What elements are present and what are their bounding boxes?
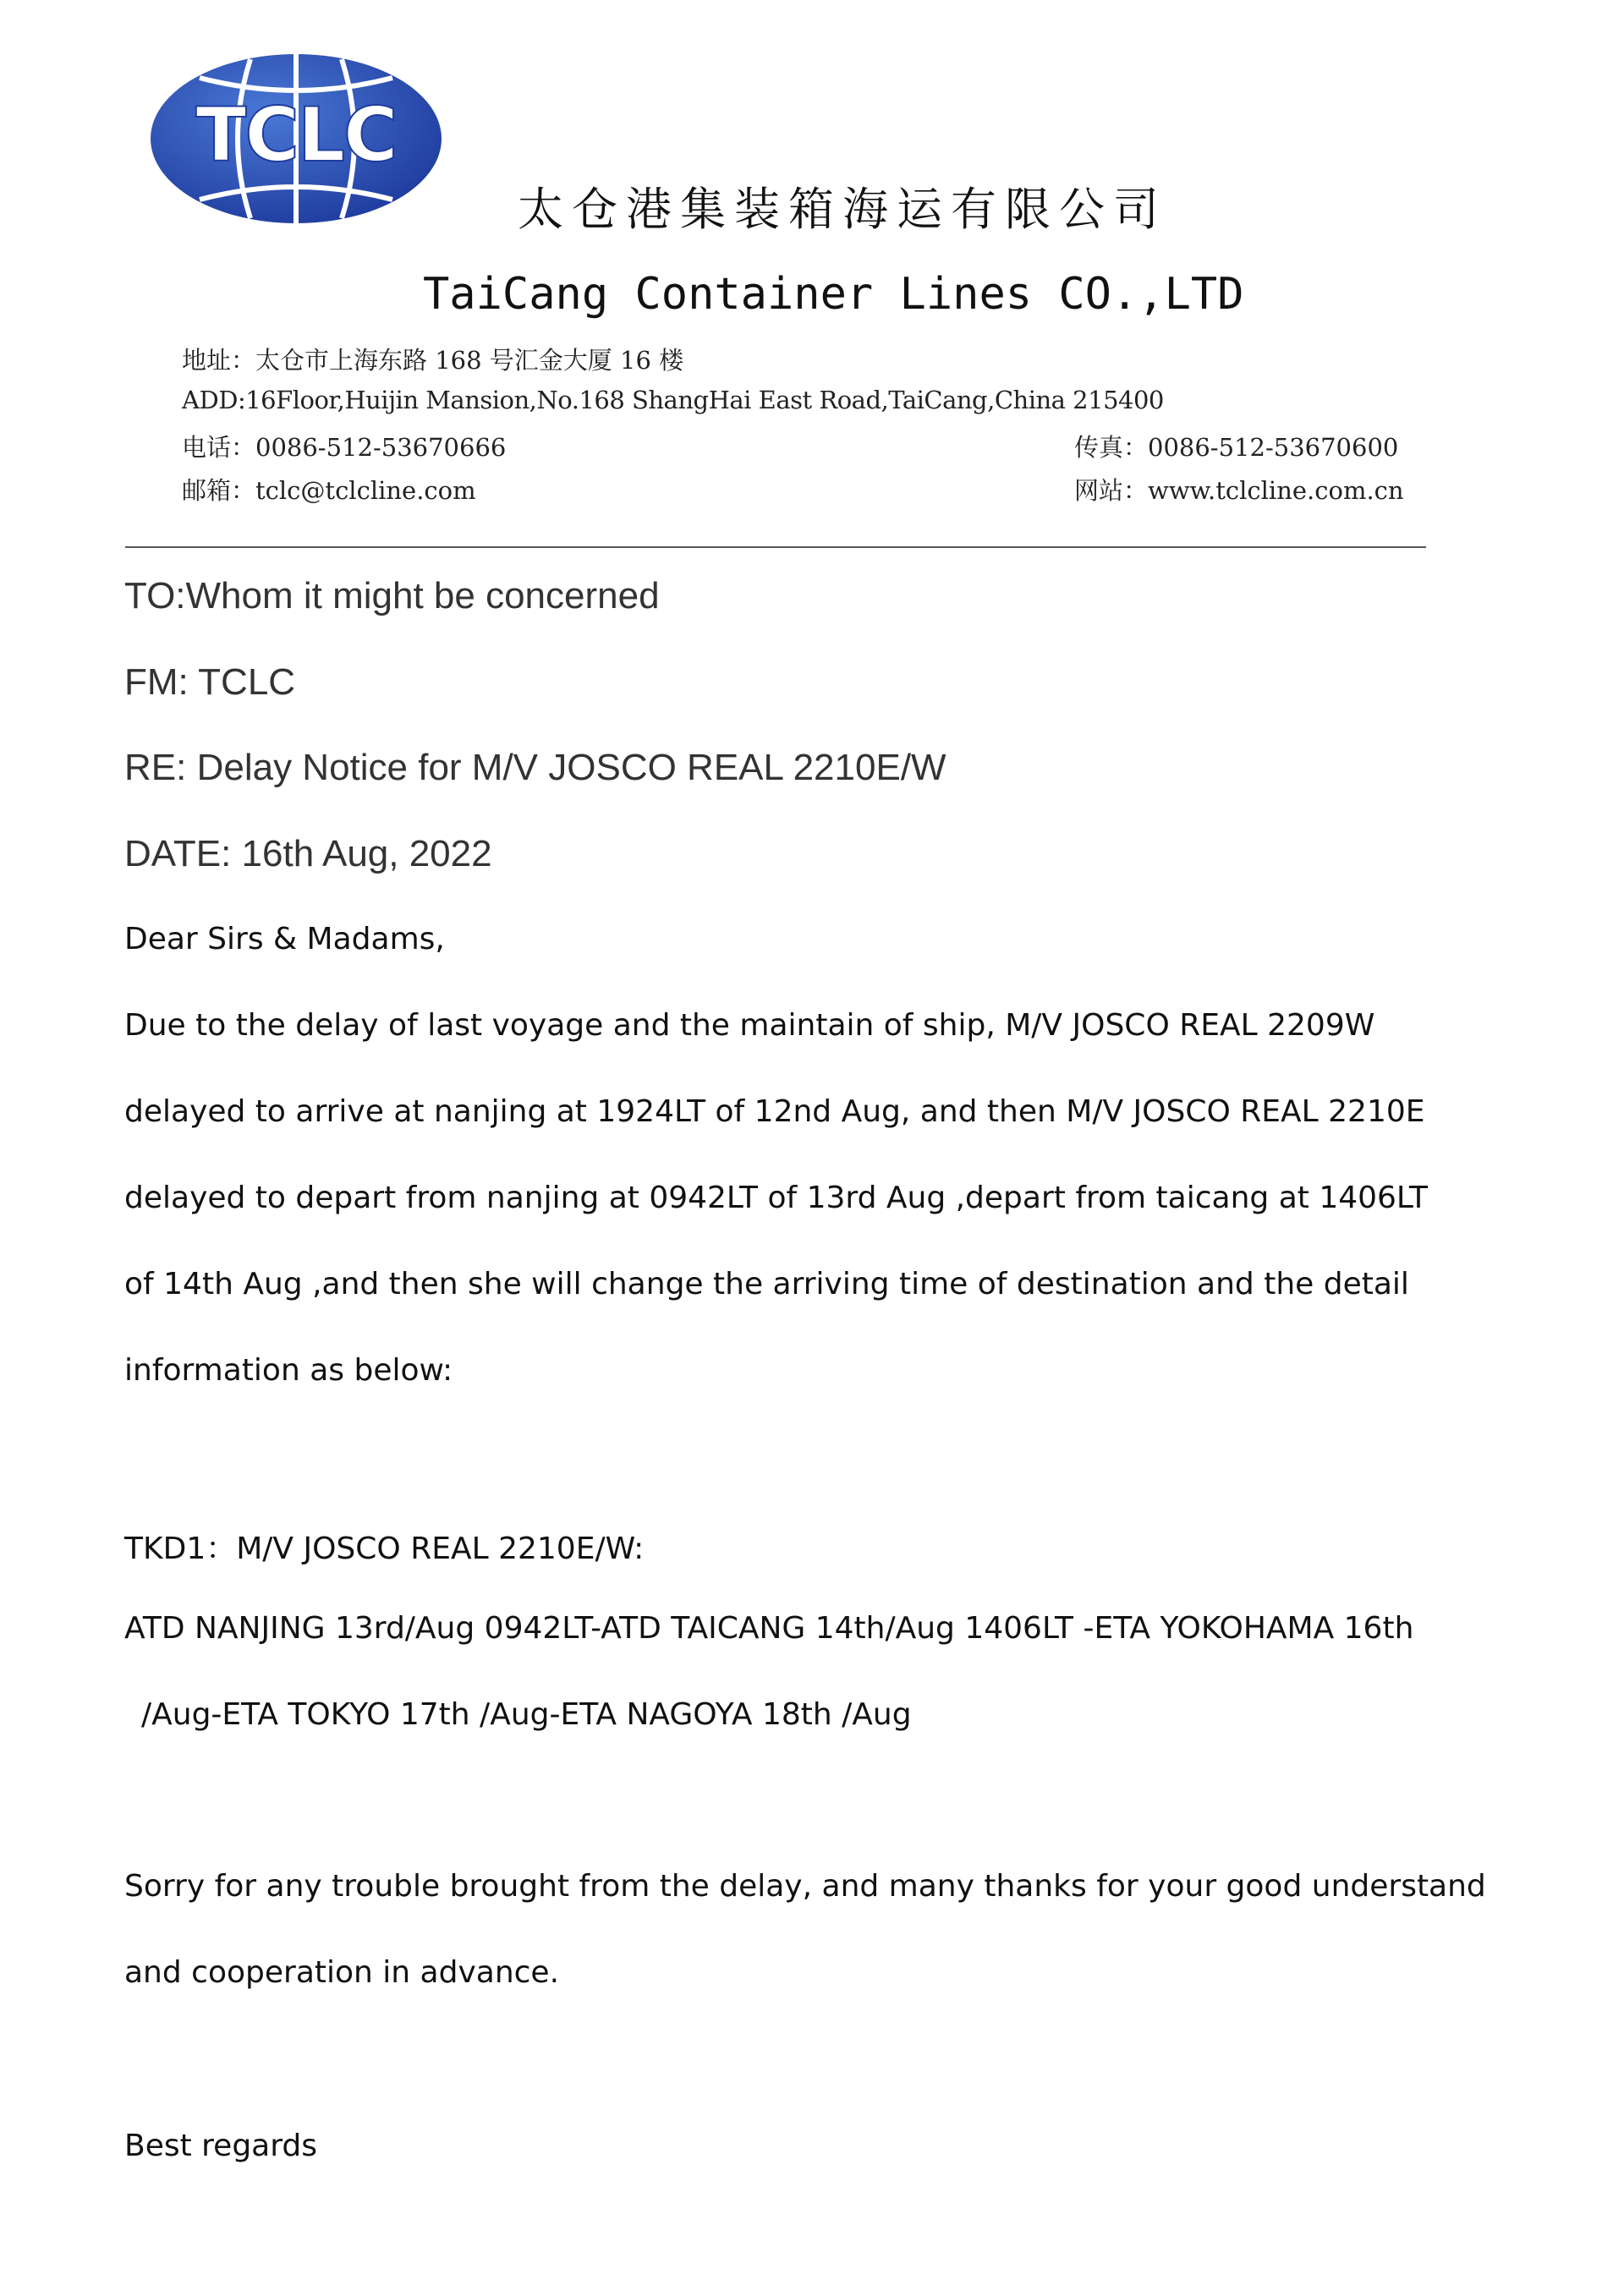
schedule-line-2: /Aug-ETA TOKYO 17th /Aug-ETA NAGOYA 18th /Aug xyxy=(141,1697,912,1732)
service-title: TKD1：M/V JOSCO REAL 2210E/W: xyxy=(124,1532,645,1566)
to-line: TO:Whom it might be concerned xyxy=(124,575,660,616)
fax: 传真：0086-512-53670600 xyxy=(1074,433,1399,462)
phone: 电话：0086-512-53670666 xyxy=(182,433,507,462)
paragraph-line-5: information as below: xyxy=(124,1353,453,1388)
company-name-en: TaiCang Container Lines CO.,LTD xyxy=(423,269,1244,320)
paragraph-line-2: delayed to arrive at nanjing at 1924LT of 12nd Aug, and then M/V JOSCO REAL 2210E xyxy=(124,1094,1425,1129)
address-cn: 地址：太仓市上海东路 168 号汇金大厦 16 楼 xyxy=(182,346,684,375)
from-line: FM: TCLC xyxy=(124,661,296,703)
salutation: Dear Sirs & Madams, xyxy=(124,922,445,956)
svg-text:TCLC: TCLC xyxy=(195,91,397,178)
globe-logo-icon xyxy=(149,52,443,225)
website: 网站：www.tclcline.com.cn xyxy=(1074,476,1404,505)
closing-line-2: and cooperation in advance. xyxy=(124,1955,560,1990)
email: 邮箱：tclc@tclcline.com xyxy=(182,476,476,505)
paragraph-line-1: Due to the delay of last voyage and the maintain of ship, M/V JOSCO REAL 2209W xyxy=(124,1008,1375,1043)
sign-off: Best regards xyxy=(124,2129,318,2163)
paragraph-line-3: delayed to depart from nanjing at 0942LT of 13rd Aug ,depart from taicang at 1406LT xyxy=(124,1181,1429,1215)
company-logo xyxy=(149,52,443,225)
address-en: ADD:16Floor,Huijin Mansion,No.168 ShangHai East Road,TaiCang,China 215400 xyxy=(182,386,1164,414)
closing-line-1: Sorry for any trouble brought from the delay, and many thanks for your good understand xyxy=(124,1869,1486,1904)
paragraph-line-4: of 14th Aug ,and then she will change the arriving time of destination and the detail xyxy=(124,1267,1409,1301)
date-line: DATE: 16th Aug, 2022 xyxy=(124,833,492,874)
header-divider xyxy=(125,546,1426,548)
schedule-line-1: ATD NANJING 13rd/Aug 0942LT-ATD TAICANG 14th/Aug 1406LT -ETA YOKOHAMA 16th xyxy=(124,1611,1414,1646)
company-name-cn: 太仓港集装箱海运有限公司 xyxy=(518,183,1167,236)
subject-line: RE: Delay Notice for M/V JOSCO REAL 2210E/W xyxy=(124,747,946,788)
